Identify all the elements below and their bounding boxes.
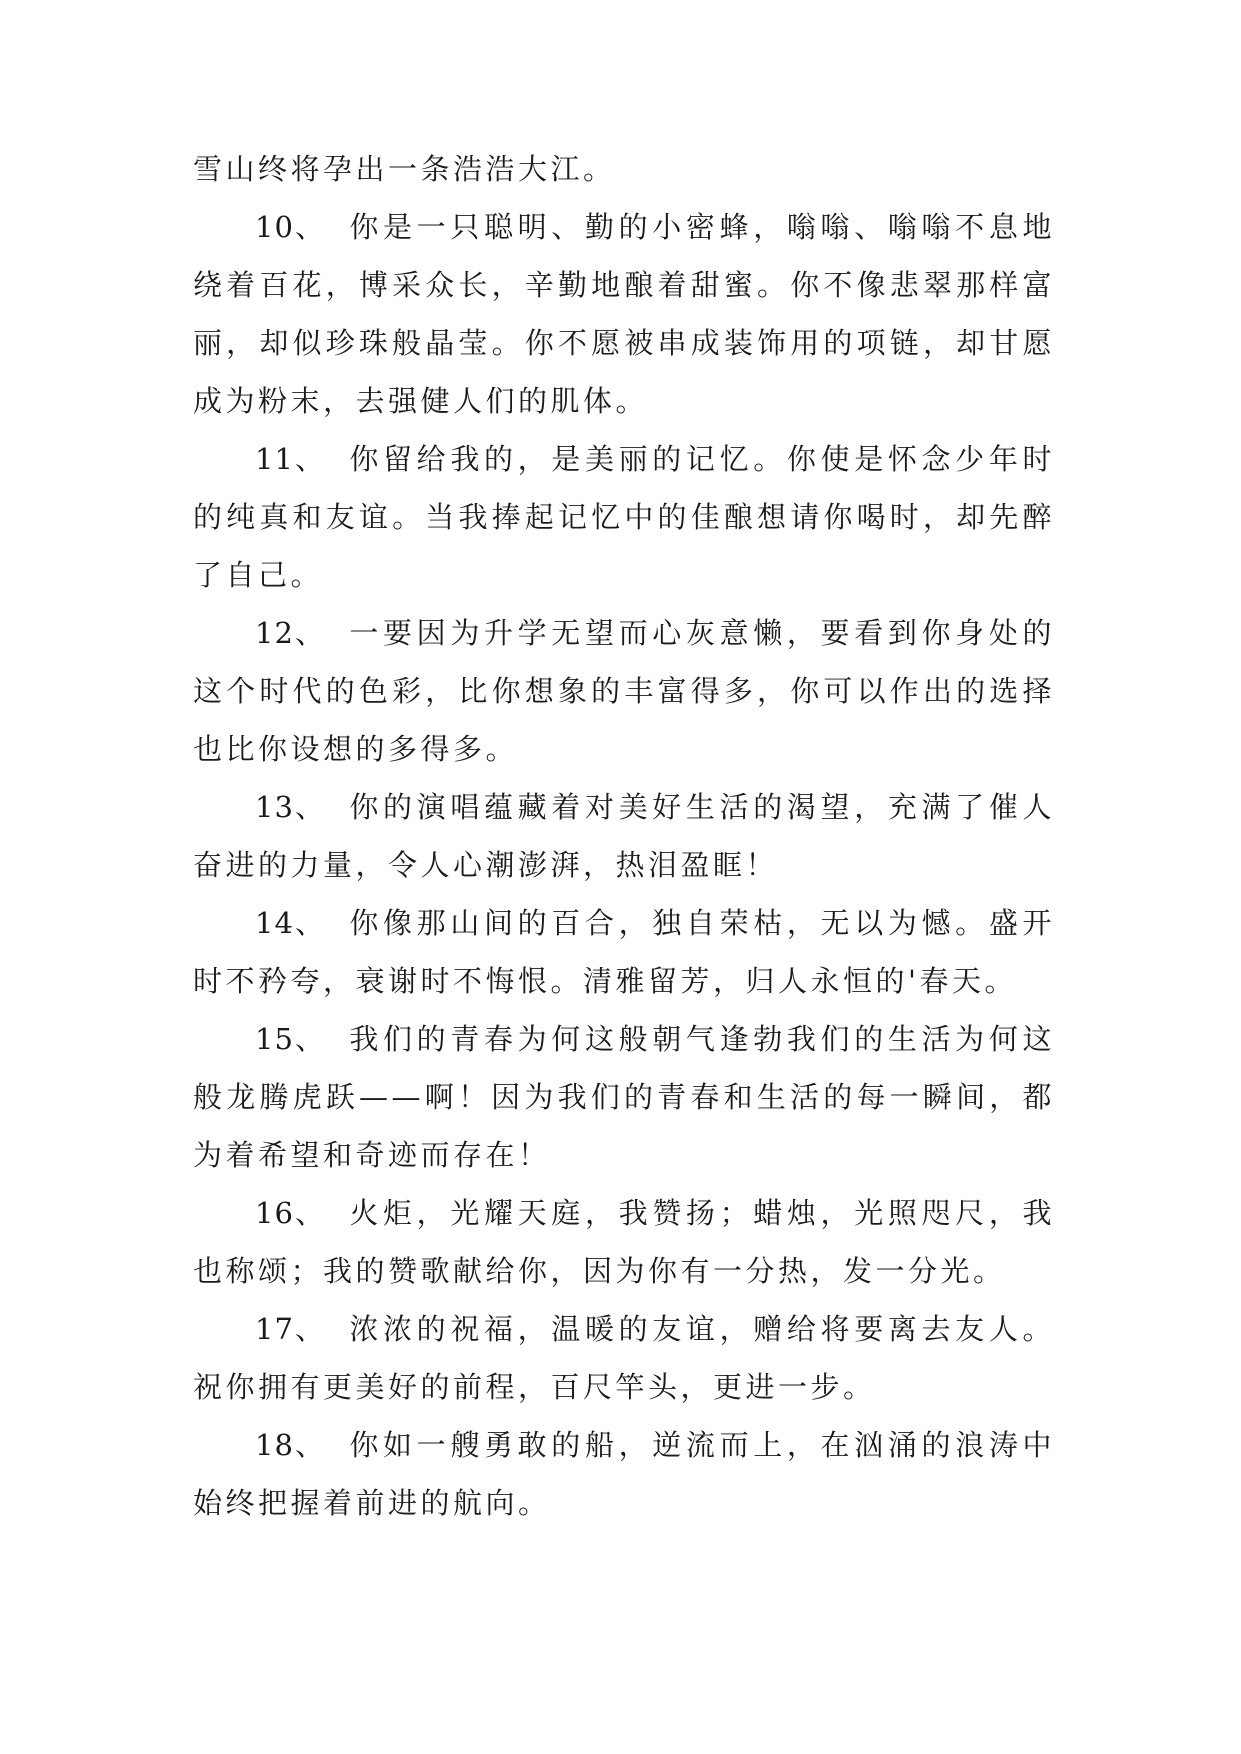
item-text: 你的演唱蕴藏着对美好生活的渴望，充满了催人奋进的力量，令人心潮澎湃，热泪盈眶！ bbox=[193, 790, 1055, 882]
item-text: 你像那山间的百合，独自荣枯，无以为憾。盛开时不矜夸，衰谢时不悔恨。清雅留芳，归人永恒的'春天。 bbox=[193, 906, 1055, 998]
document-body bbox=[193, 140, 1055, 1532]
list-item bbox=[193, 198, 1055, 430]
item-text: 你留给我的，是美丽的记忆。你使是怀念少年时的纯真和友谊。当我捧起记忆中的佳酿想请你喝时，却先醉了自己。 bbox=[193, 442, 1055, 592]
item-number: 17、 bbox=[255, 1312, 327, 1346]
item-number: 16、 bbox=[255, 1196, 327, 1230]
list-item bbox=[193, 778, 1055, 894]
item-number: 14、 bbox=[255, 906, 327, 940]
list-item bbox=[193, 430, 1055, 604]
list-item bbox=[193, 1184, 1055, 1300]
list-item bbox=[193, 604, 1055, 778]
item-text: 我们的青春为何这般朝气逢勃我们的生活为何这般龙腾虎跃——啊！因为我们的青春和生活的每一瞬间，都为着希望和奇迹而存在！ bbox=[193, 1022, 1055, 1172]
item-text: 你如一艘勇敢的船，逆流而上，在汹涌的浪涛中始终把握着前进的航向。 bbox=[193, 1428, 1055, 1520]
list-item bbox=[193, 894, 1055, 1010]
continuation-paragraph: 雪山终将孕出一条浩浩大江。 bbox=[193, 152, 616, 186]
item-number: 10、 bbox=[255, 210, 327, 244]
item-number: 13、 bbox=[255, 790, 327, 824]
list-item bbox=[193, 1300, 1055, 1416]
item-text: 你是一只聪明、勤的小密蜂，嗡嗡、嗡嗡不息地绕着百花，博采众长，辛勤地酿着甜蜜。你不像悲翠那样富丽，却似珍珠般晶莹。你不愿被串成装饰用的项链，却甘愿成为粉末，去强健人们的肌体。 bbox=[193, 210, 1055, 418]
item-text: 火炬，光耀天庭，我赞扬；蜡烛，光照咫尺，我也称颂；我的赞歌献给你，因为你有一分热，发一分光。 bbox=[193, 1196, 1055, 1288]
item-number: 12、 bbox=[255, 616, 327, 650]
item-number: 11、 bbox=[255, 442, 327, 476]
item-number: 15、 bbox=[255, 1022, 327, 1056]
item-number: 18、 bbox=[255, 1428, 327, 1462]
item-text: 浓浓的祝福，温暖的友谊，赠给将要离去友人。祝你拥有更美好的前程，百尺竿头，更进一步。 bbox=[193, 1312, 1055, 1404]
item-text: 一要因为升学无望而心灰意懒，要看到你身处的这个时代的色彩，比你想象的丰富得多，你可以作出的选择也比你设想的多得多。 bbox=[193, 616, 1055, 766]
list-item bbox=[193, 1010, 1055, 1184]
list-item bbox=[193, 1416, 1055, 1532]
